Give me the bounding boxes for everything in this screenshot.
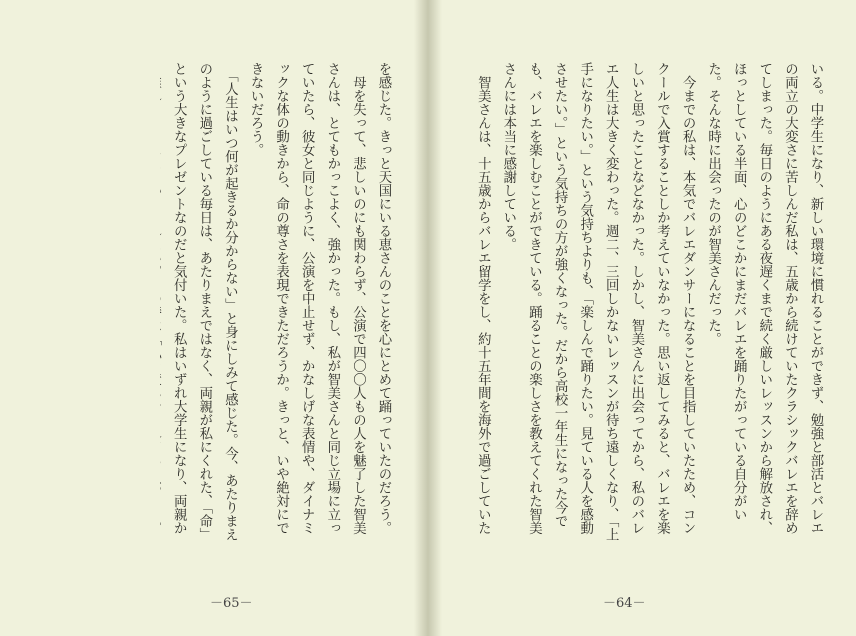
right-page bbox=[428, 0, 856, 636]
right-paragraph-2: 今までの私は、本気でバレエダンサーになることを目指していたため、コンクールで入賞することしか考えていなかった。思い返してみると、バレエを楽しいと思ったことなどなかった。しかし、智美さんに出会ってから、私のバレエ人生は大きく変わった。週二、三回しかないレッスンが待ち遠しくなり、「上手になりたい。」という気持ちよりも、「楽しんで踊りたい。見ている人を感動させたい。」という気持ちの方が強くなった。だから高校一年生になった今でも、バレエを楽しむことができている。踊ることの楽しさを教えてくれた智美さんには本当に感謝している。 bbox=[500, 62, 696, 542]
right-paragraph-3: 智美さんは、十五歳からバレエ留学をし、約十五年間を海外で過ごしていた bbox=[475, 75, 491, 535]
left-paragraph-3: 「人生はいつ何が起きるか分からない」と身にしみて感じた。今、あたりまえのように過ごしている毎日は、あたりまえではなく、両親が私にくれた、「命」という大きなプレゼントなのだと気付いた。私はいずれ大学生になり、両親か bbox=[171, 62, 238, 542]
right-page-text bbox=[472, 62, 828, 544]
page-number-left: －65－ bbox=[210, 596, 253, 611]
right-paragraph-1: いる。中学生になり、新しい環境に慣れることができず、勉強と部活とバレエの両立の大変さに苦しんだ私は、五歳から続けていたクラシックバレエを辞めてしまった。毎日のようにある夜遅くまで続く厳しいレッスンから解放され、ほっとしている半面、心のどこかにまだバレエを踊りたがっている自分がいた。そんな時に出会ったのが智美さんだった。 bbox=[705, 62, 823, 535]
left-page-text bbox=[160, 62, 396, 544]
left-paragraph-2: 母を失って、悲しいのにも関わらず、公演で四〇〇人もの人を魅了した智美さんは、とてもかっこよく、強かった。もし、私が智美さんと同じ立場に立っていたら、彼女と同じように、公演を中止せず、かなしげな表情や、ダイナミックな体の動きから、命の尊さを表現できただろうか。きっと、いや絶対にできないだろう。 bbox=[248, 62, 366, 535]
page-number-right: －64－ bbox=[603, 596, 646, 611]
left-paragraph-1: を感じた。きっと天国にいる恵さんのことを心にとめて踊っていたのだろう。 bbox=[376, 62, 391, 535]
